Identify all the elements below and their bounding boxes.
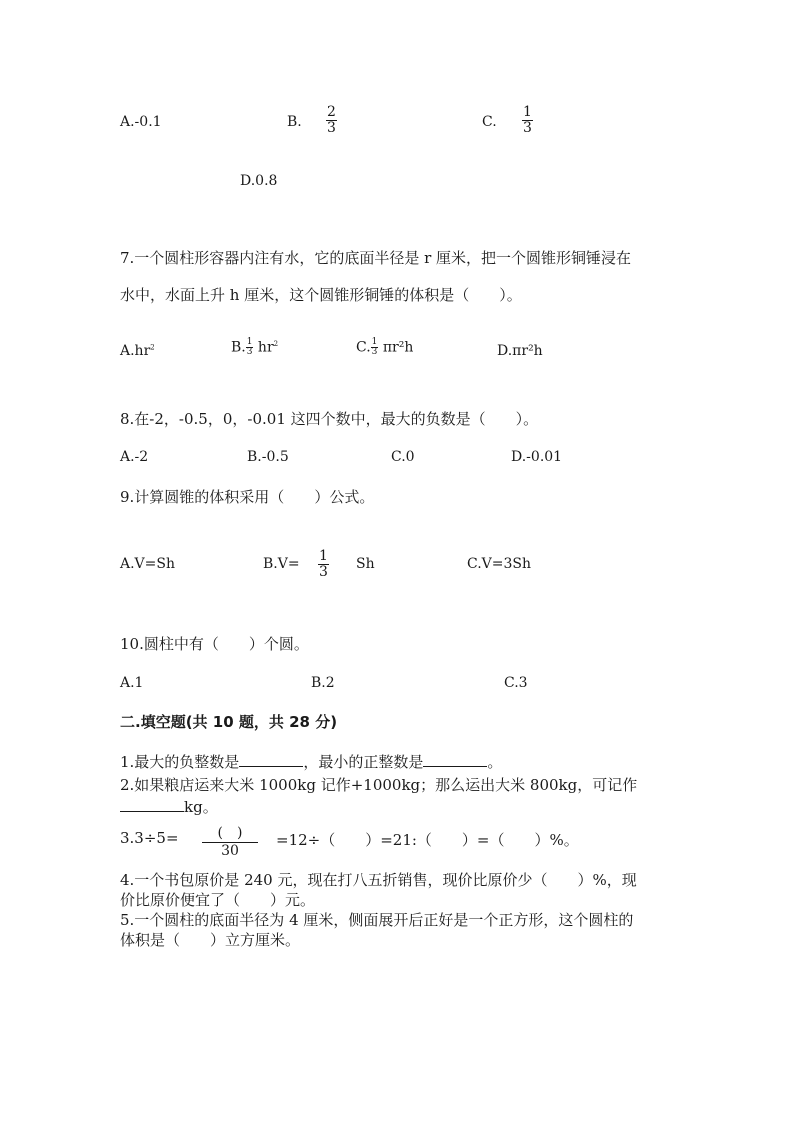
q10-option-c: C.3 — [504, 675, 528, 691]
fill-q1-part2: ，最小的正整数是 — [303, 753, 424, 771]
fill-q3-numerator: ( ) — [202, 822, 258, 843]
q7-option-c — [356, 338, 413, 357]
q8-option-d: D.-0.01 — [511, 449, 563, 465]
q9-option-b-fraction — [318, 549, 329, 579]
q9-option-b-label: B.V= — [263, 556, 300, 572]
q6-b-numerator: 2 — [327, 104, 336, 120]
q7-option-b — [231, 338, 278, 357]
q6-option-b-label: B. — [287, 114, 302, 130]
q8-option-c: C.0 — [391, 449, 415, 465]
fill-q1 — [120, 751, 502, 772]
q6-option-b-fraction — [326, 105, 337, 135]
fill-q2-tail: kg。 — [184, 798, 218, 816]
q6-option-c-fraction — [522, 105, 533, 135]
q6-c-numerator: 1 — [523, 104, 532, 120]
q7-option-a — [120, 343, 155, 359]
fill-q2-line1: 2.如果粮店运来大米 1000kg 记作+1000kg；那么运出大米 800kg，可记作 — [120, 776, 638, 794]
q9-option-b-tail: Sh — [356, 556, 375, 572]
section2-heading: 二.填空题(共 10 题，共 28 分) — [120, 713, 338, 731]
q9-text: 9.计算圆锥的体积采用（ ）公式。 — [120, 488, 375, 506]
q6-option-a: A.-0.1 — [120, 114, 162, 130]
q7-b-label: B. — [231, 339, 246, 356]
fill-q5-line2: 体积是（ ）立方厘米。 — [120, 931, 301, 949]
q7-c-numerator: 1 — [371, 337, 378, 347]
q7-b-denominator: 3 — [246, 347, 253, 357]
q7-b-tail: hr — [253, 339, 274, 356]
q8-option-b: B.-0.5 — [247, 449, 289, 465]
fill-q1-blank1 — [239, 754, 303, 767]
q7-text-line2: 水中，水面上升 h 厘米，这个圆锥形铜锤的体积是（ ）。 — [120, 286, 522, 304]
q10-option-a: A.1 — [120, 675, 144, 691]
fill-q4-line2: 价比原价便宜了（ ）元。 — [120, 891, 316, 909]
q7-b-exponent: 2 — [273, 339, 279, 348]
fill-q3-tail: =12÷（ ）=21:（ ）=（ ）%。 — [276, 831, 579, 849]
q7-a-text: A.hr — [120, 343, 151, 359]
fill-q2-blank — [120, 799, 184, 812]
q7-b-numerator: 1 — [246, 337, 253, 347]
fill-q1-part1: 1.最大的负整数是 — [120, 753, 240, 771]
q9-option-a: A.V=Sh — [120, 556, 176, 572]
q6-option-c-label: C. — [482, 114, 497, 130]
fill-q3-lead: 3.3÷5= — [120, 829, 179, 847]
q8-text: 8.在-2，-0.5，0，-0.01 这四个数中，最大的负数是（ ）。 — [120, 410, 539, 428]
q7-c-denominator: 3 — [371, 347, 378, 357]
q6-option-d: D.0.8 — [240, 173, 278, 189]
q8-option-a: A.-2 — [120, 449, 149, 465]
q7-c-tail: πr²h — [378, 339, 414, 356]
q10-option-b: B.2 — [311, 675, 335, 691]
fill-q4-line1: 4.一个书包原价是 240 元，现在打八五折销售，现价比原价少（ ）%，现 — [120, 871, 637, 889]
fill-q3-fraction — [202, 822, 258, 859]
fill-q1-part3: 。 — [487, 753, 503, 771]
q7-option-d: D.πr²h — [497, 343, 543, 359]
q9-option-c: C.V=3Sh — [467, 556, 532, 572]
q6-b-denominator: 3 — [327, 119, 336, 136]
q10-text: 10.圆柱中有（ ）个圆。 — [120, 635, 309, 653]
fill-q3-denominator: 30 — [221, 843, 239, 859]
q9-b-numerator: 1 — [319, 548, 328, 564]
fill-q1-blank2 — [423, 754, 487, 767]
q7-a-exponent: 2 — [150, 343, 155, 352]
fill-q2-line2 — [120, 796, 218, 817]
q7-text-line1: 7.一个圆柱形容器内注有水，它的底面半径是 r 厘米，把一个圆锥形铜锤浸在 — [120, 249, 632, 267]
fill-q5-line1: 5.一个圆柱的底面半径为 4 厘米，侧面展开后正好是一个正方形，这个圆柱的 — [120, 911, 634, 929]
q9-b-denominator: 3 — [319, 563, 328, 580]
q7-c-label: C. — [356, 339, 371, 356]
q6-c-denominator: 3 — [523, 119, 532, 136]
